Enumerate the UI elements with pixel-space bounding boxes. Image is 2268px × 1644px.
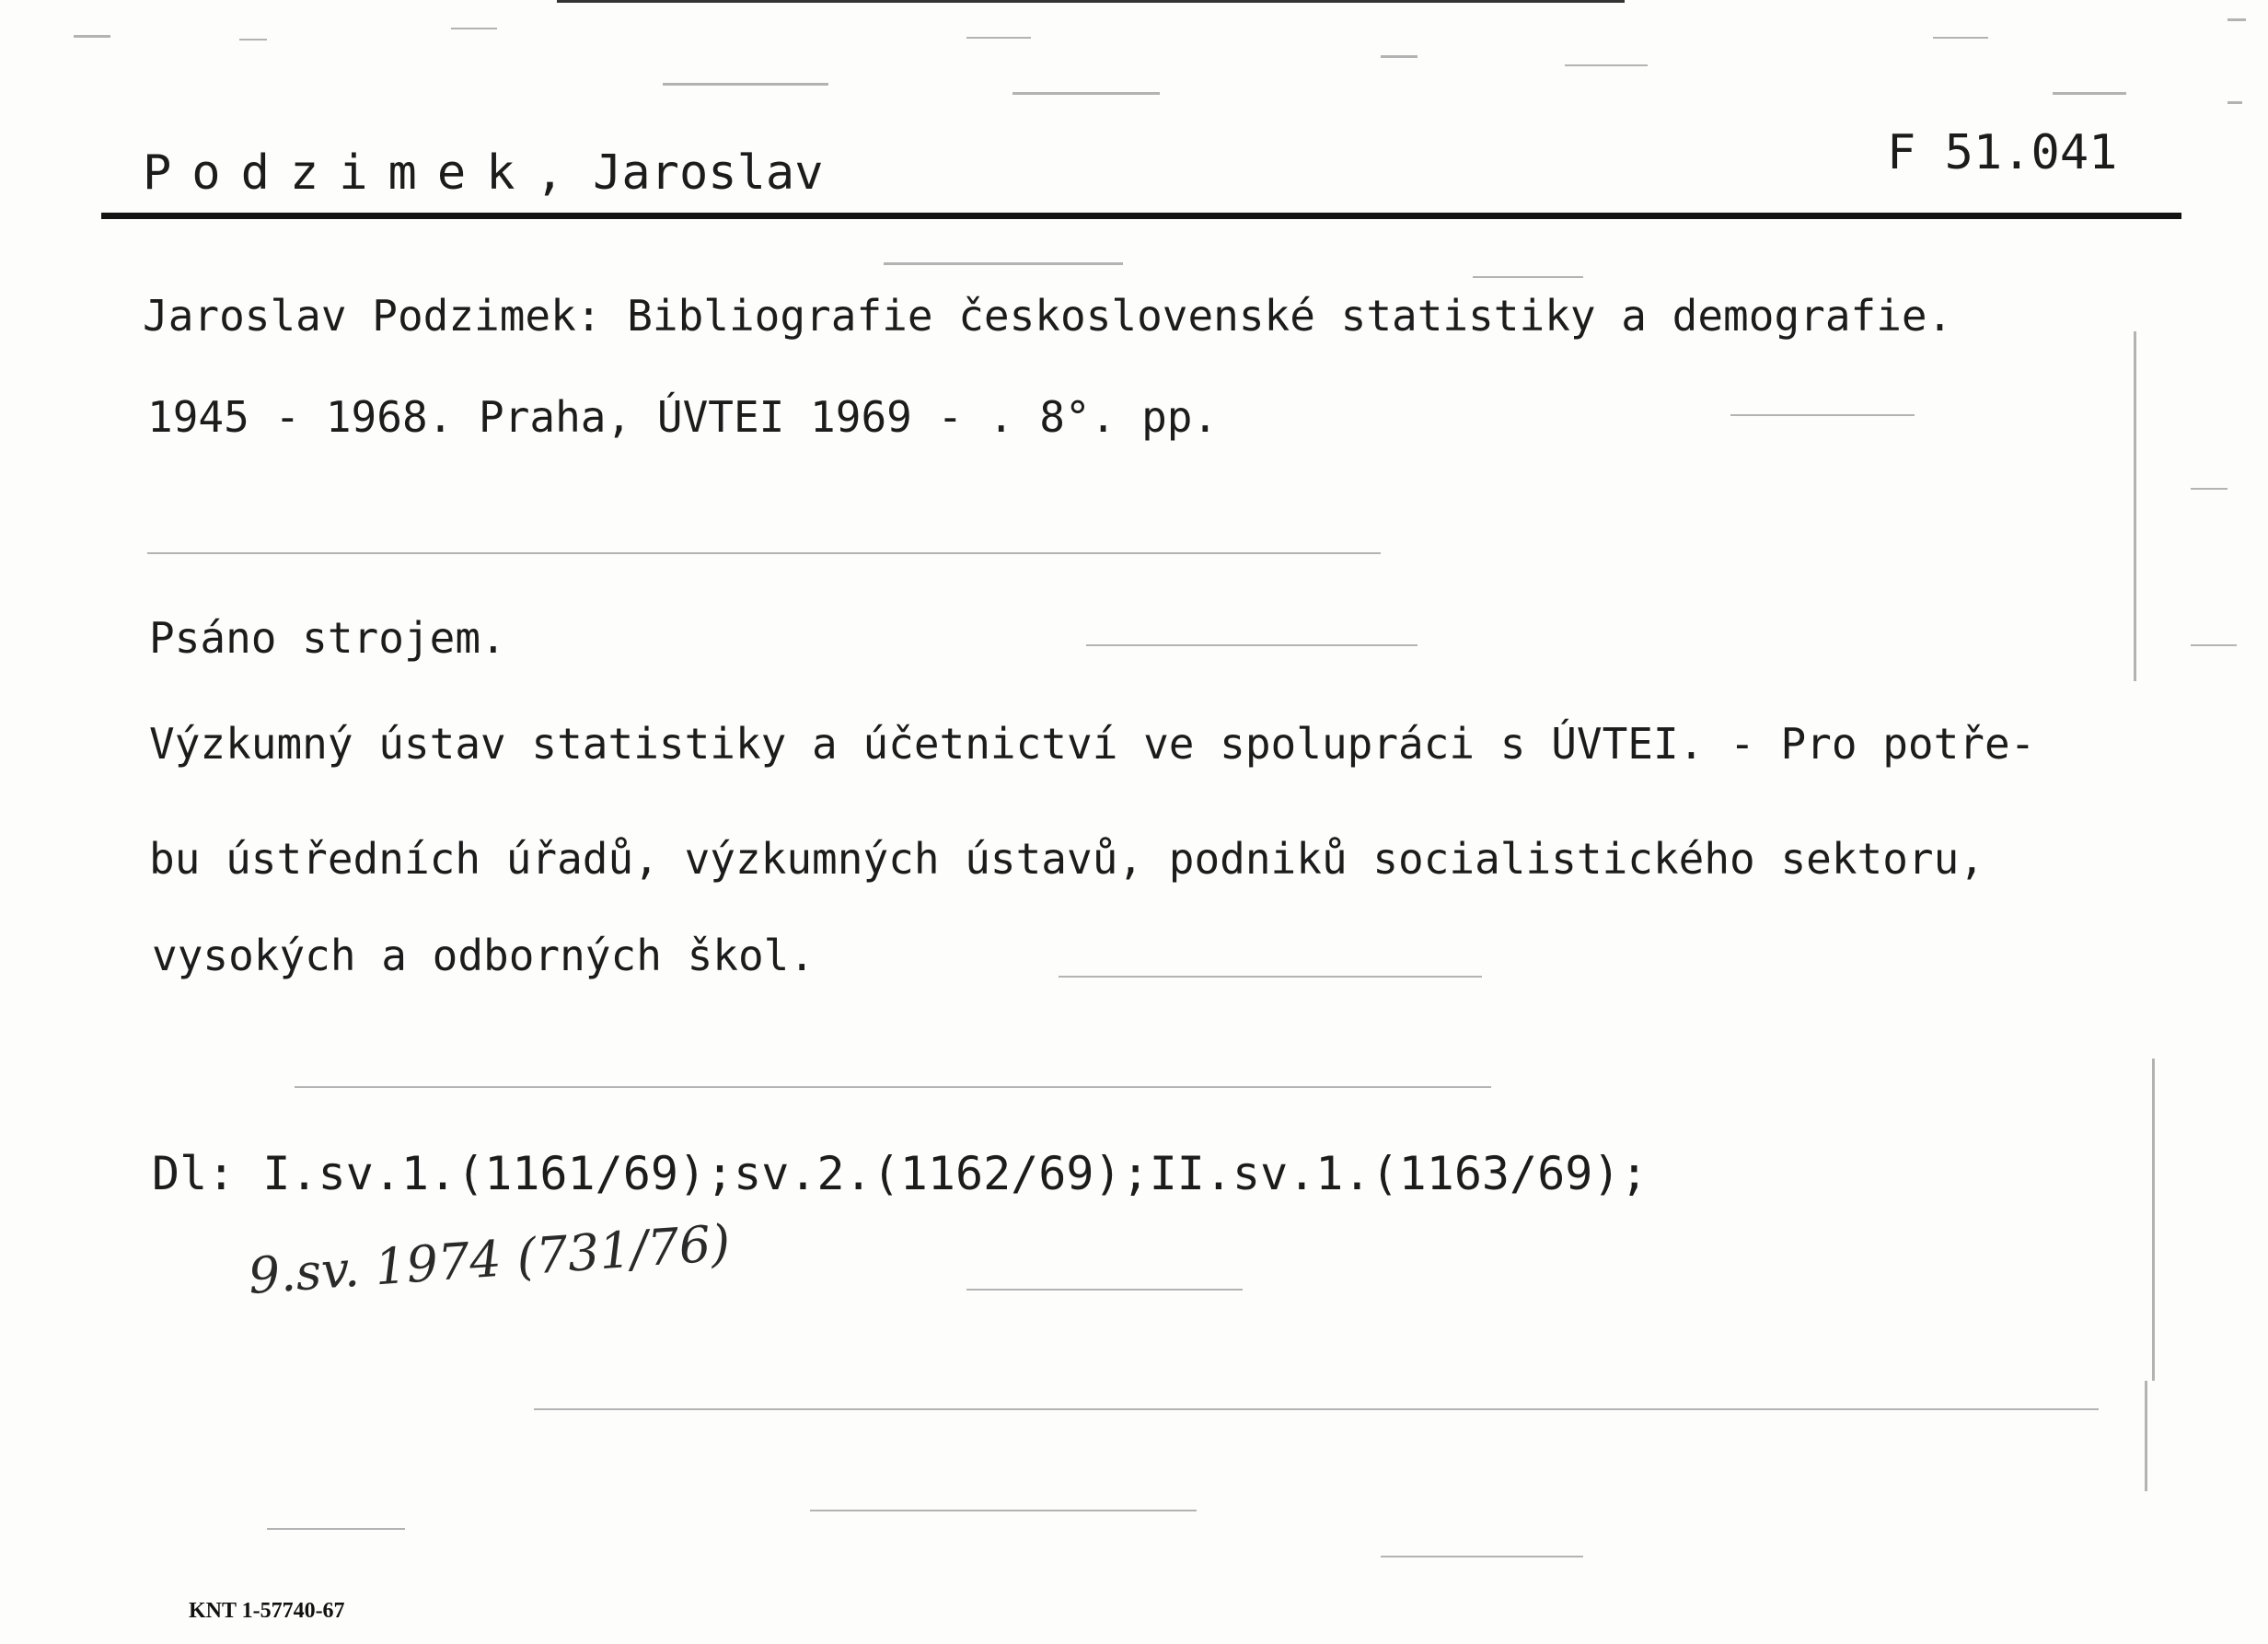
heading-entry — [143, 145, 824, 201]
heading-surname: Podzimek — [143, 145, 536, 201]
form-code: KNT 1-57740-67 — [189, 1599, 345, 1623]
bibliographic-line-2: 1945 - 1968. Praha, ÚVTEI 1969 - . 8°. pp. — [147, 392, 1219, 442]
call-number: F 51.041 — [1887, 125, 2118, 180]
note-line-3: bu ústředních úřadů, výzkumných ústavů, podniků socialistického sektoru, — [149, 834, 1984, 884]
holdings-typed: Dl: I.sv.1.(1161/69);sv.2.(1162/69);II.sv.1.(1163/69); — [152, 1147, 1649, 1200]
heading-rule — [101, 213, 2181, 219]
note-line-2: Výzkumný ústav statistiky a účetnictví ve spolupráci s ÚVTEI. - Pro potře- — [149, 719, 2036, 769]
note-line-1: Psáno strojem. — [149, 613, 506, 663]
bibliographic-line-1: Jaroslav Podzimek: Bibliografie československé statistiky a demografie. — [143, 291, 1953, 341]
note-line-4: vysokých a odborných škol. — [152, 931, 816, 980]
heading-given-name: , Jaroslav — [535, 145, 824, 201]
holdings-handwritten-note: 9.sv. 1974 (731/76) — [246, 1213, 733, 1305]
